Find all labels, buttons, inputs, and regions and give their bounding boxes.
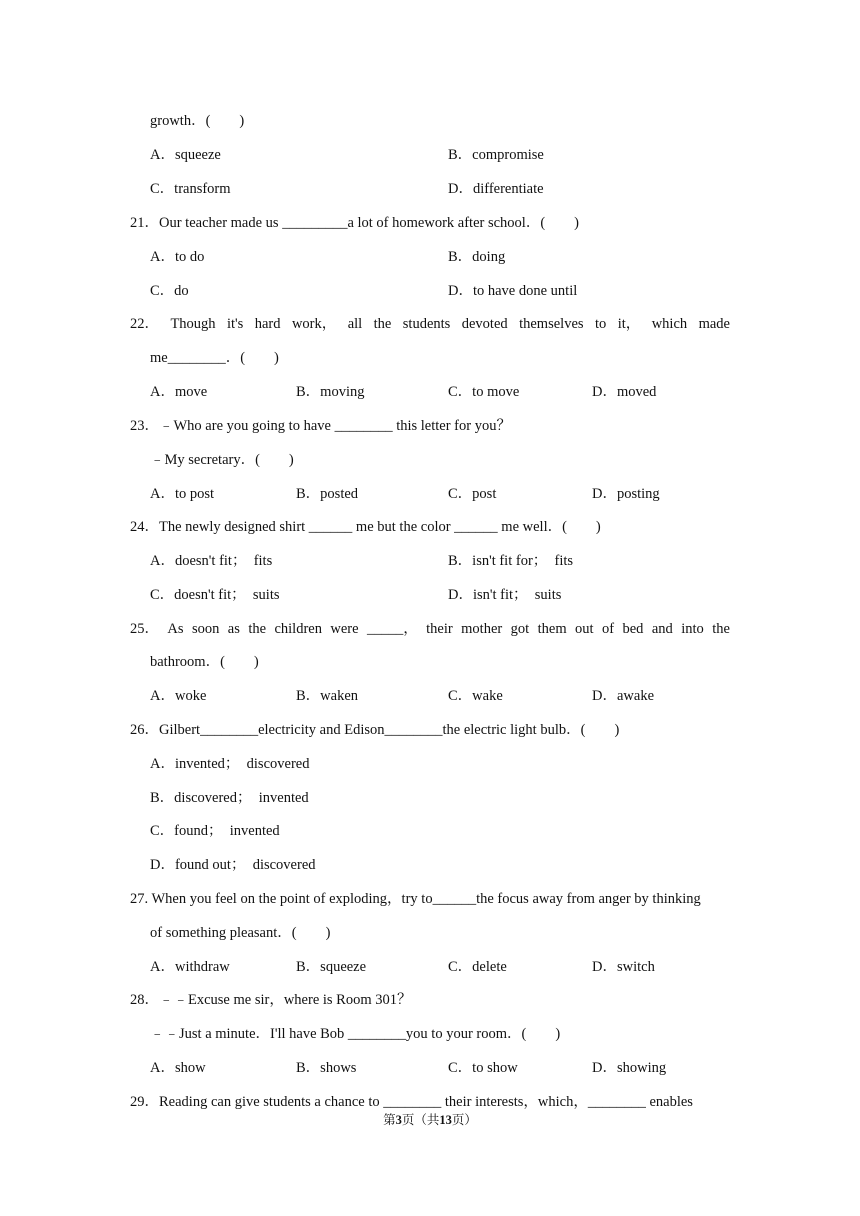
q20-option-b: B．compromise: [448, 147, 544, 163]
q25-option-c: C．wake: [448, 688, 503, 704]
q25-word: mother: [461, 621, 503, 637]
q22-word: 22．: [130, 316, 159, 332]
q21-option-d: D．to have done until: [448, 283, 578, 299]
q25-word: _____，: [366, 621, 418, 637]
q22-word: to: [594, 316, 607, 332]
q25-word: them: [537, 621, 567, 637]
q22-word: themselves: [519, 316, 584, 332]
footer-text: 第: [383, 1113, 396, 1127]
page-footer: [0, 1111, 860, 1129]
q29-stem: 29．Reading can give students a chance to ________ their interests，which，________ enables: [130, 1094, 693, 1110]
q20-stem-tail: growth．( ): [150, 113, 245, 129]
q24-stem: 24．The newly designed shirt ______ me but the color ______ me well．( ): [130, 519, 601, 535]
q27-stem: 27. When you feel on the point of exploding，try to______the focus away from anger by thinking: [130, 891, 701, 907]
q25-word: their: [426, 621, 453, 637]
q25-word: got: [510, 621, 530, 637]
q25-option-d: D．awake: [592, 688, 655, 704]
q22-word: it's: [226, 316, 244, 332]
q25-word: into: [681, 621, 704, 637]
q24-option-d: D．isn't fit； suits: [448, 587, 562, 603]
q27-stem-continued: of something pleasant．( ): [150, 925, 331, 941]
q21-option-b: B．doing: [448, 249, 506, 265]
q24-option-c: C．doesn't fit； suits: [150, 587, 280, 603]
q25-stem-continued: bathroom．( ): [150, 654, 259, 670]
q25-word: bed: [622, 621, 644, 637]
q25-word: out: [575, 621, 594, 637]
q22-word: made: [698, 316, 730, 332]
q20-option-d: D．differentiate: [448, 181, 544, 197]
footer-text: 页）: [451, 1113, 477, 1127]
q21-stem: 21．Our teacher made us _________a lot of homework after school．( ): [130, 215, 579, 231]
q24-option-a: A．doesn't fit； fits: [150, 553, 273, 569]
q22-word: Though: [170, 316, 216, 332]
page-number: 3: [395, 1113, 402, 1127]
q23-stem: 23．﹣Who are you going to have ________ this letter for you？: [130, 418, 511, 434]
q22-option-a: A．move: [150, 384, 208, 400]
q27-option-a: A．withdraw: [150, 959, 230, 975]
q22-word: students: [402, 316, 451, 332]
q25-word: as: [227, 621, 240, 637]
q22-option-b: B．moving: [296, 384, 365, 400]
q22-word: it，: [617, 316, 641, 332]
q26-option-a: A．invented； discovered: [150, 756, 310, 772]
q28-option-c: C．to show: [448, 1060, 518, 1076]
q25-word: the: [712, 621, 730, 637]
page-total: 13: [439, 1113, 452, 1127]
q25-word: the: [248, 621, 267, 637]
q28-reply: ﹣﹣Just a minute．I'll have Bob ________you to your room．( ): [150, 1026, 561, 1042]
q22-option-c: C．to move: [448, 384, 520, 400]
q22-word: which: [651, 316, 688, 332]
q22-word: hard: [254, 316, 281, 332]
q22-word: devoted: [461, 316, 508, 332]
q28-option-d: D．showing: [592, 1060, 667, 1076]
q25-stem: [130, 619, 730, 639]
q20-option-c: C．transform: [150, 181, 231, 197]
q25-word: and: [651, 621, 673, 637]
q27-option-c: C．delete: [448, 959, 507, 975]
q25-option-b: B．waken: [296, 688, 359, 704]
q28-option-a: A．show: [150, 1060, 206, 1076]
q25-word: of: [601, 621, 615, 637]
q22-word: all: [347, 316, 363, 332]
q25-word: were: [330, 621, 359, 637]
q27-option-b: B．squeeze: [296, 959, 367, 975]
q25-word: soon: [191, 621, 220, 637]
q23-reply: ﹣My secretary．( ): [150, 452, 294, 468]
q21-option-c: C．do: [150, 283, 189, 299]
q25-word: As: [167, 621, 184, 637]
q23-option-b: B．posted: [296, 486, 359, 502]
q26-option-b: B．discovered； invented: [150, 790, 309, 806]
q22-word: work，: [291, 316, 337, 332]
q26-option-d: D．found out； discovered: [150, 857, 316, 873]
q21-option-a: A．to do: [150, 249, 205, 265]
q25-word: children: [274, 621, 322, 637]
q23-option-a: A．to post: [150, 486, 215, 502]
q20-option-a: A．squeeze: [150, 147, 221, 163]
q22-stem: [130, 314, 730, 334]
q22-option-d: D．moved: [592, 384, 657, 400]
q28-stem: 28．﹣﹣Excuse me sir，where is Room 301？: [130, 992, 412, 1008]
q26-stem: 26．Gilbert________electricity and Edison________the electric light bulb．( ): [130, 722, 620, 738]
q25-option-a: A．woke: [150, 688, 207, 704]
q28-option-b: B．shows: [296, 1060, 357, 1076]
q22-stem-continued: me________．( ): [150, 350, 279, 366]
q23-option-c: C．post: [448, 486, 497, 502]
q22-word: the: [373, 316, 392, 332]
q25-word: 25．: [130, 621, 159, 637]
q27-option-d: D．switch: [592, 959, 655, 975]
q26-option-c: C．found； invented: [150, 823, 280, 839]
q24-option-b: B．isn't fit for； fits: [448, 553, 574, 569]
footer-text: 页（共: [401, 1113, 440, 1127]
q23-option-d: D．posting: [592, 486, 660, 502]
